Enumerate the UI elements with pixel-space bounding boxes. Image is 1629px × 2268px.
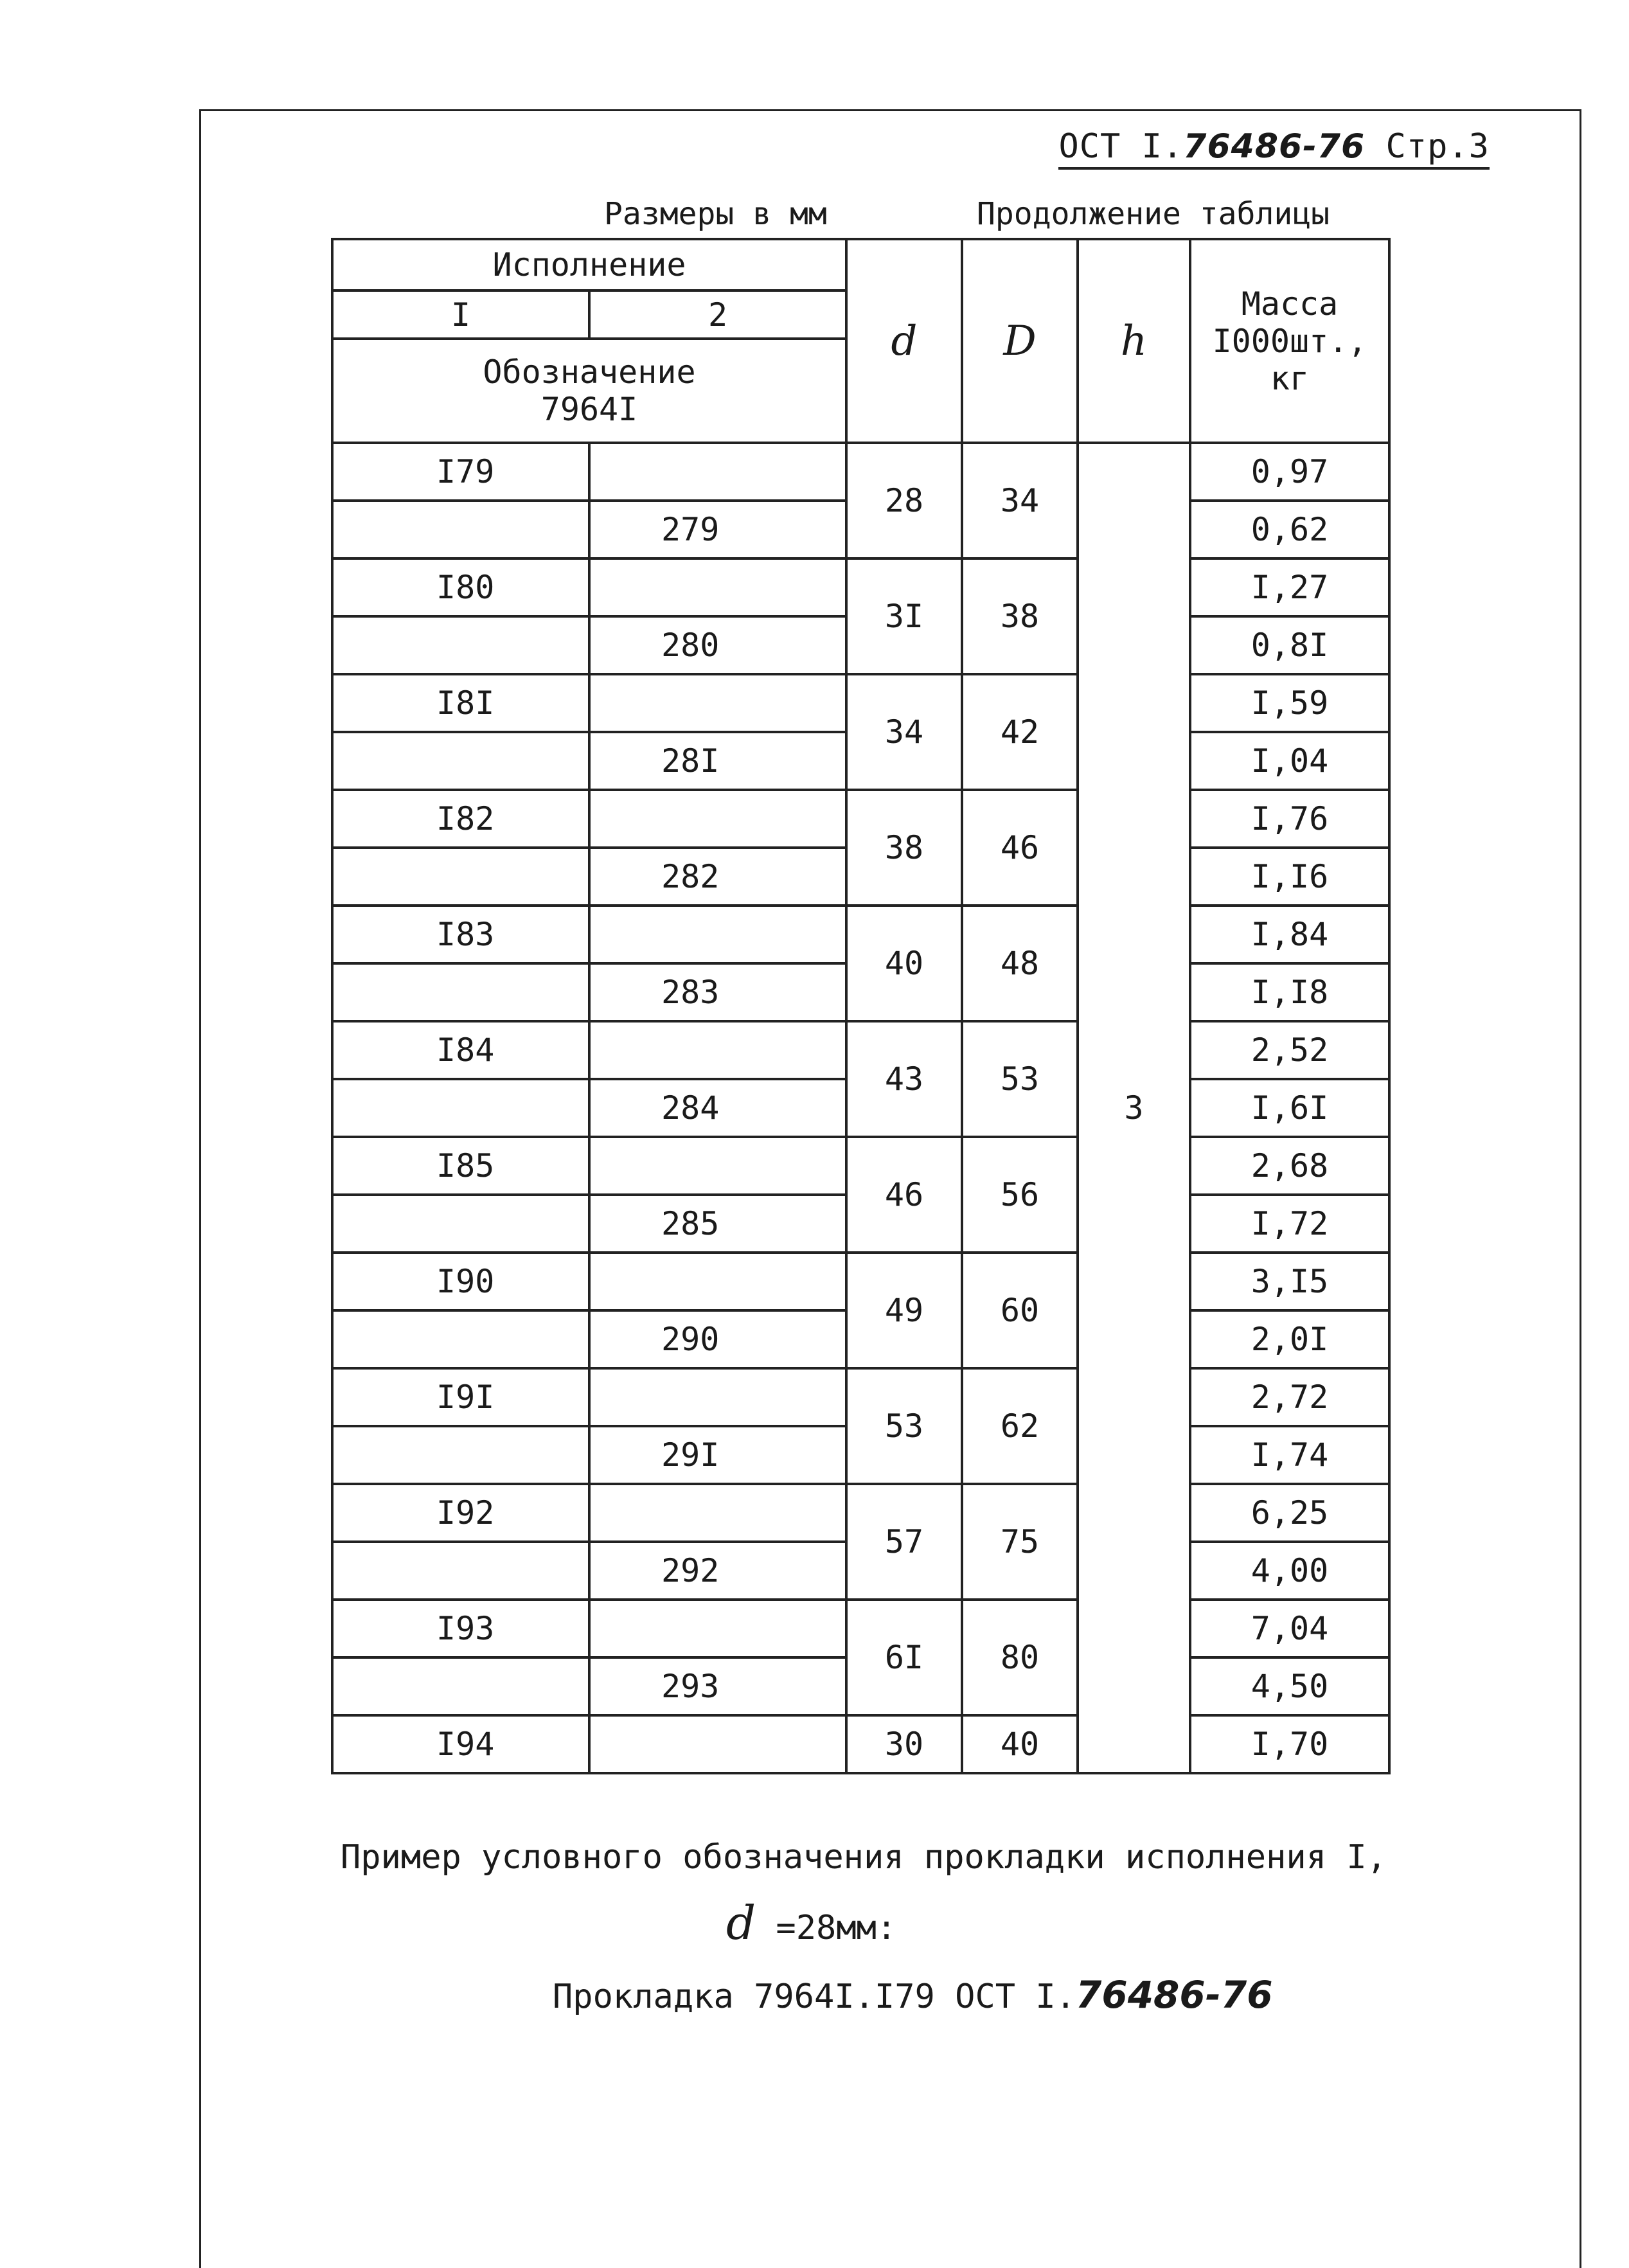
table-row bbox=[332, 443, 1389, 501]
mass-cell: 2,72 bbox=[1190, 1368, 1389, 1426]
example-designation-prefix: Прокладка 7964I.I79 ОСТ I. bbox=[553, 1978, 1076, 2016]
mass-cell: 2,0I bbox=[1190, 1310, 1389, 1368]
d-cell: 3I bbox=[846, 558, 962, 674]
mass-cell: 0,8I bbox=[1190, 616, 1389, 674]
mass-cell: I,59 bbox=[1190, 674, 1389, 732]
exec2-cell: 282 bbox=[589, 848, 846, 906]
exec2-cell: 280 bbox=[589, 616, 846, 674]
exec2-cell: 29I bbox=[589, 1426, 846, 1484]
d-cell: 38 bbox=[846, 790, 962, 906]
D-cell: 38 bbox=[962, 558, 1078, 674]
d-cell: 43 bbox=[846, 1021, 962, 1137]
exec1-cell bbox=[332, 1079, 589, 1137]
header-d: d bbox=[846, 239, 962, 443]
exec1-cell: I79 bbox=[332, 443, 589, 501]
exec2-cell bbox=[589, 1715, 846, 1773]
exec1-cell: I80 bbox=[332, 558, 589, 616]
d-cell: 40 bbox=[846, 906, 962, 1021]
table-row bbox=[332, 1484, 1389, 1542]
header-designation-code: 7964I bbox=[540, 391, 638, 428]
mass-cell: I,6I bbox=[1190, 1079, 1389, 1137]
table-body bbox=[332, 239, 1389, 1773]
exec1-cell bbox=[332, 1657, 589, 1715]
header-mass bbox=[1190, 239, 1389, 443]
mass-cell: I,84 bbox=[1190, 906, 1389, 963]
exec1-cell: I93 bbox=[332, 1600, 589, 1657]
mass-cell: 0,62 bbox=[1190, 501, 1389, 558]
page-frame-left bbox=[199, 109, 201, 2268]
exec1-cell bbox=[332, 1310, 589, 1368]
header-exec-2: 2 bbox=[589, 290, 846, 339]
header-D: D bbox=[962, 239, 1078, 443]
exec1-cell bbox=[332, 501, 589, 558]
table-row bbox=[332, 1368, 1389, 1426]
header-mass-qty: I000шт., bbox=[1212, 322, 1367, 360]
exec1-cell: I84 bbox=[332, 1021, 589, 1079]
mass-cell: I,76 bbox=[1190, 790, 1389, 848]
page-frame-right bbox=[1580, 109, 1581, 2268]
mass-cell: 2,52 bbox=[1190, 1021, 1389, 1079]
table-row bbox=[332, 1715, 1389, 1773]
table-row bbox=[332, 1137, 1389, 1195]
exec1-cell bbox=[332, 1542, 589, 1600]
table-row bbox=[332, 1253, 1389, 1310]
exec1-cell: I92 bbox=[332, 1484, 589, 1542]
d-cell: 53 bbox=[846, 1368, 962, 1484]
example-caption: Пример условного обозначения прокладки исполнения I, bbox=[341, 1838, 1387, 1877]
mass-cell: 7,04 bbox=[1190, 1600, 1389, 1657]
table-row bbox=[332, 1600, 1389, 1657]
mass-cell: 6,25 bbox=[1190, 1484, 1389, 1542]
D-cell: 62 bbox=[962, 1368, 1078, 1484]
exec1-cell: I9I bbox=[332, 1368, 589, 1426]
example-designation-number: 76486-76 bbox=[1075, 1973, 1273, 2017]
header-execution: Исполнение bbox=[332, 239, 846, 290]
D-cell: 53 bbox=[962, 1021, 1078, 1137]
exec1-cell: I83 bbox=[332, 906, 589, 963]
exec2-cell: 284 bbox=[589, 1079, 846, 1137]
exec2-cell bbox=[589, 1600, 846, 1657]
mass-cell: 2,68 bbox=[1190, 1137, 1389, 1195]
exec1-cell bbox=[332, 848, 589, 906]
exec2-cell: 285 bbox=[589, 1195, 846, 1253]
d-cell: 6I bbox=[846, 1600, 962, 1715]
header-designation bbox=[332, 339, 846, 443]
exec2-cell: 283 bbox=[589, 963, 846, 1021]
mass-cell: 4,50 bbox=[1190, 1657, 1389, 1715]
d-cell: 28 bbox=[846, 443, 962, 558]
exec2-cell: 290 bbox=[589, 1310, 846, 1368]
table-row bbox=[332, 674, 1389, 732]
example-designation bbox=[553, 1973, 1273, 2017]
D-cell: 42 bbox=[962, 674, 1078, 790]
exec2-cell bbox=[589, 1253, 846, 1310]
exec1-cell: I82 bbox=[332, 790, 589, 848]
d-cell: 49 bbox=[846, 1253, 962, 1368]
exec1-cell: I90 bbox=[332, 1253, 589, 1310]
mass-cell: I,I8 bbox=[1190, 963, 1389, 1021]
units-caption: Размеры в мм bbox=[604, 196, 827, 232]
exec2-cell bbox=[589, 558, 846, 616]
mass-cell: I,70 bbox=[1190, 1715, 1389, 1773]
header-row-1 bbox=[332, 239, 1389, 290]
mass-cell: I,72 bbox=[1190, 1195, 1389, 1253]
exec2-cell: 292 bbox=[589, 1542, 846, 1600]
mass-cell: I,I6 bbox=[1190, 848, 1389, 906]
mass-cell: 4,00 bbox=[1190, 1542, 1389, 1600]
document-reference bbox=[1058, 127, 1490, 170]
ref-prefix: ОСТ I. bbox=[1058, 127, 1184, 166]
exec2-cell: 279 bbox=[589, 501, 846, 558]
d-cell: 34 bbox=[846, 674, 962, 790]
table-row bbox=[332, 1021, 1389, 1079]
header-exec-1: I bbox=[332, 290, 589, 339]
example-d-value: =28мм: bbox=[756, 1909, 897, 1947]
exec2-cell bbox=[589, 1368, 846, 1426]
d-cell: 57 bbox=[846, 1484, 962, 1600]
exec2-cell bbox=[589, 790, 846, 848]
mass-cell: I,74 bbox=[1190, 1426, 1389, 1484]
header-mass-title: Масса bbox=[1241, 285, 1339, 323]
dimensions-table bbox=[331, 238, 1391, 1774]
D-cell: 75 bbox=[962, 1484, 1078, 1600]
table-row bbox=[332, 790, 1389, 848]
table-row bbox=[332, 906, 1389, 963]
exec2-cell bbox=[589, 906, 846, 963]
continuation-caption: Продолжение таблицы bbox=[977, 196, 1330, 232]
header-h: h bbox=[1078, 239, 1190, 443]
exec1-cell bbox=[332, 1426, 589, 1484]
mass-cell: I,27 bbox=[1190, 558, 1389, 616]
mass-cell: I,04 bbox=[1190, 732, 1389, 790]
exec2-cell bbox=[589, 1484, 846, 1542]
D-cell: 56 bbox=[962, 1137, 1078, 1253]
d-cell: 46 bbox=[846, 1137, 962, 1253]
d-cell: 30 bbox=[846, 1715, 962, 1773]
exec1-cell bbox=[332, 1195, 589, 1253]
D-cell: 60 bbox=[962, 1253, 1078, 1368]
exec1-cell bbox=[332, 963, 589, 1021]
exec1-cell bbox=[332, 732, 589, 790]
header-designation-label: Обозначение bbox=[483, 353, 696, 391]
D-cell: 80 bbox=[962, 1600, 1078, 1715]
D-cell: 40 bbox=[962, 1715, 1078, 1773]
exec2-cell: 293 bbox=[589, 1657, 846, 1715]
exec1-cell: I8I bbox=[332, 674, 589, 732]
D-cell: 48 bbox=[962, 906, 1078, 1021]
exec1-cell bbox=[332, 616, 589, 674]
D-cell: 34 bbox=[962, 443, 1078, 558]
page-frame-top bbox=[199, 109, 1581, 111]
exec2-cell bbox=[589, 443, 846, 501]
table-row bbox=[332, 558, 1389, 616]
header-mass-unit: кг bbox=[1270, 359, 1310, 397]
exec2-cell bbox=[589, 1021, 846, 1079]
D-cell: 46 bbox=[962, 790, 1078, 906]
h-cell: 3 bbox=[1078, 443, 1190, 1773]
exec2-cell bbox=[589, 1137, 846, 1195]
exec1-cell: I94 bbox=[332, 1715, 589, 1773]
ref-number: 76486-76 bbox=[1183, 127, 1366, 166]
mass-cell: 0,97 bbox=[1190, 443, 1389, 501]
example-d-symbol: d bbox=[726, 1896, 756, 1950]
exec2-cell: 28I bbox=[589, 732, 846, 790]
exec1-cell: I85 bbox=[332, 1137, 589, 1195]
exec2-cell bbox=[589, 674, 846, 732]
mass-cell: 3,I5 bbox=[1190, 1253, 1389, 1310]
page-label: Стр.3 bbox=[1385, 127, 1490, 166]
example-diameter bbox=[726, 1896, 896, 1950]
